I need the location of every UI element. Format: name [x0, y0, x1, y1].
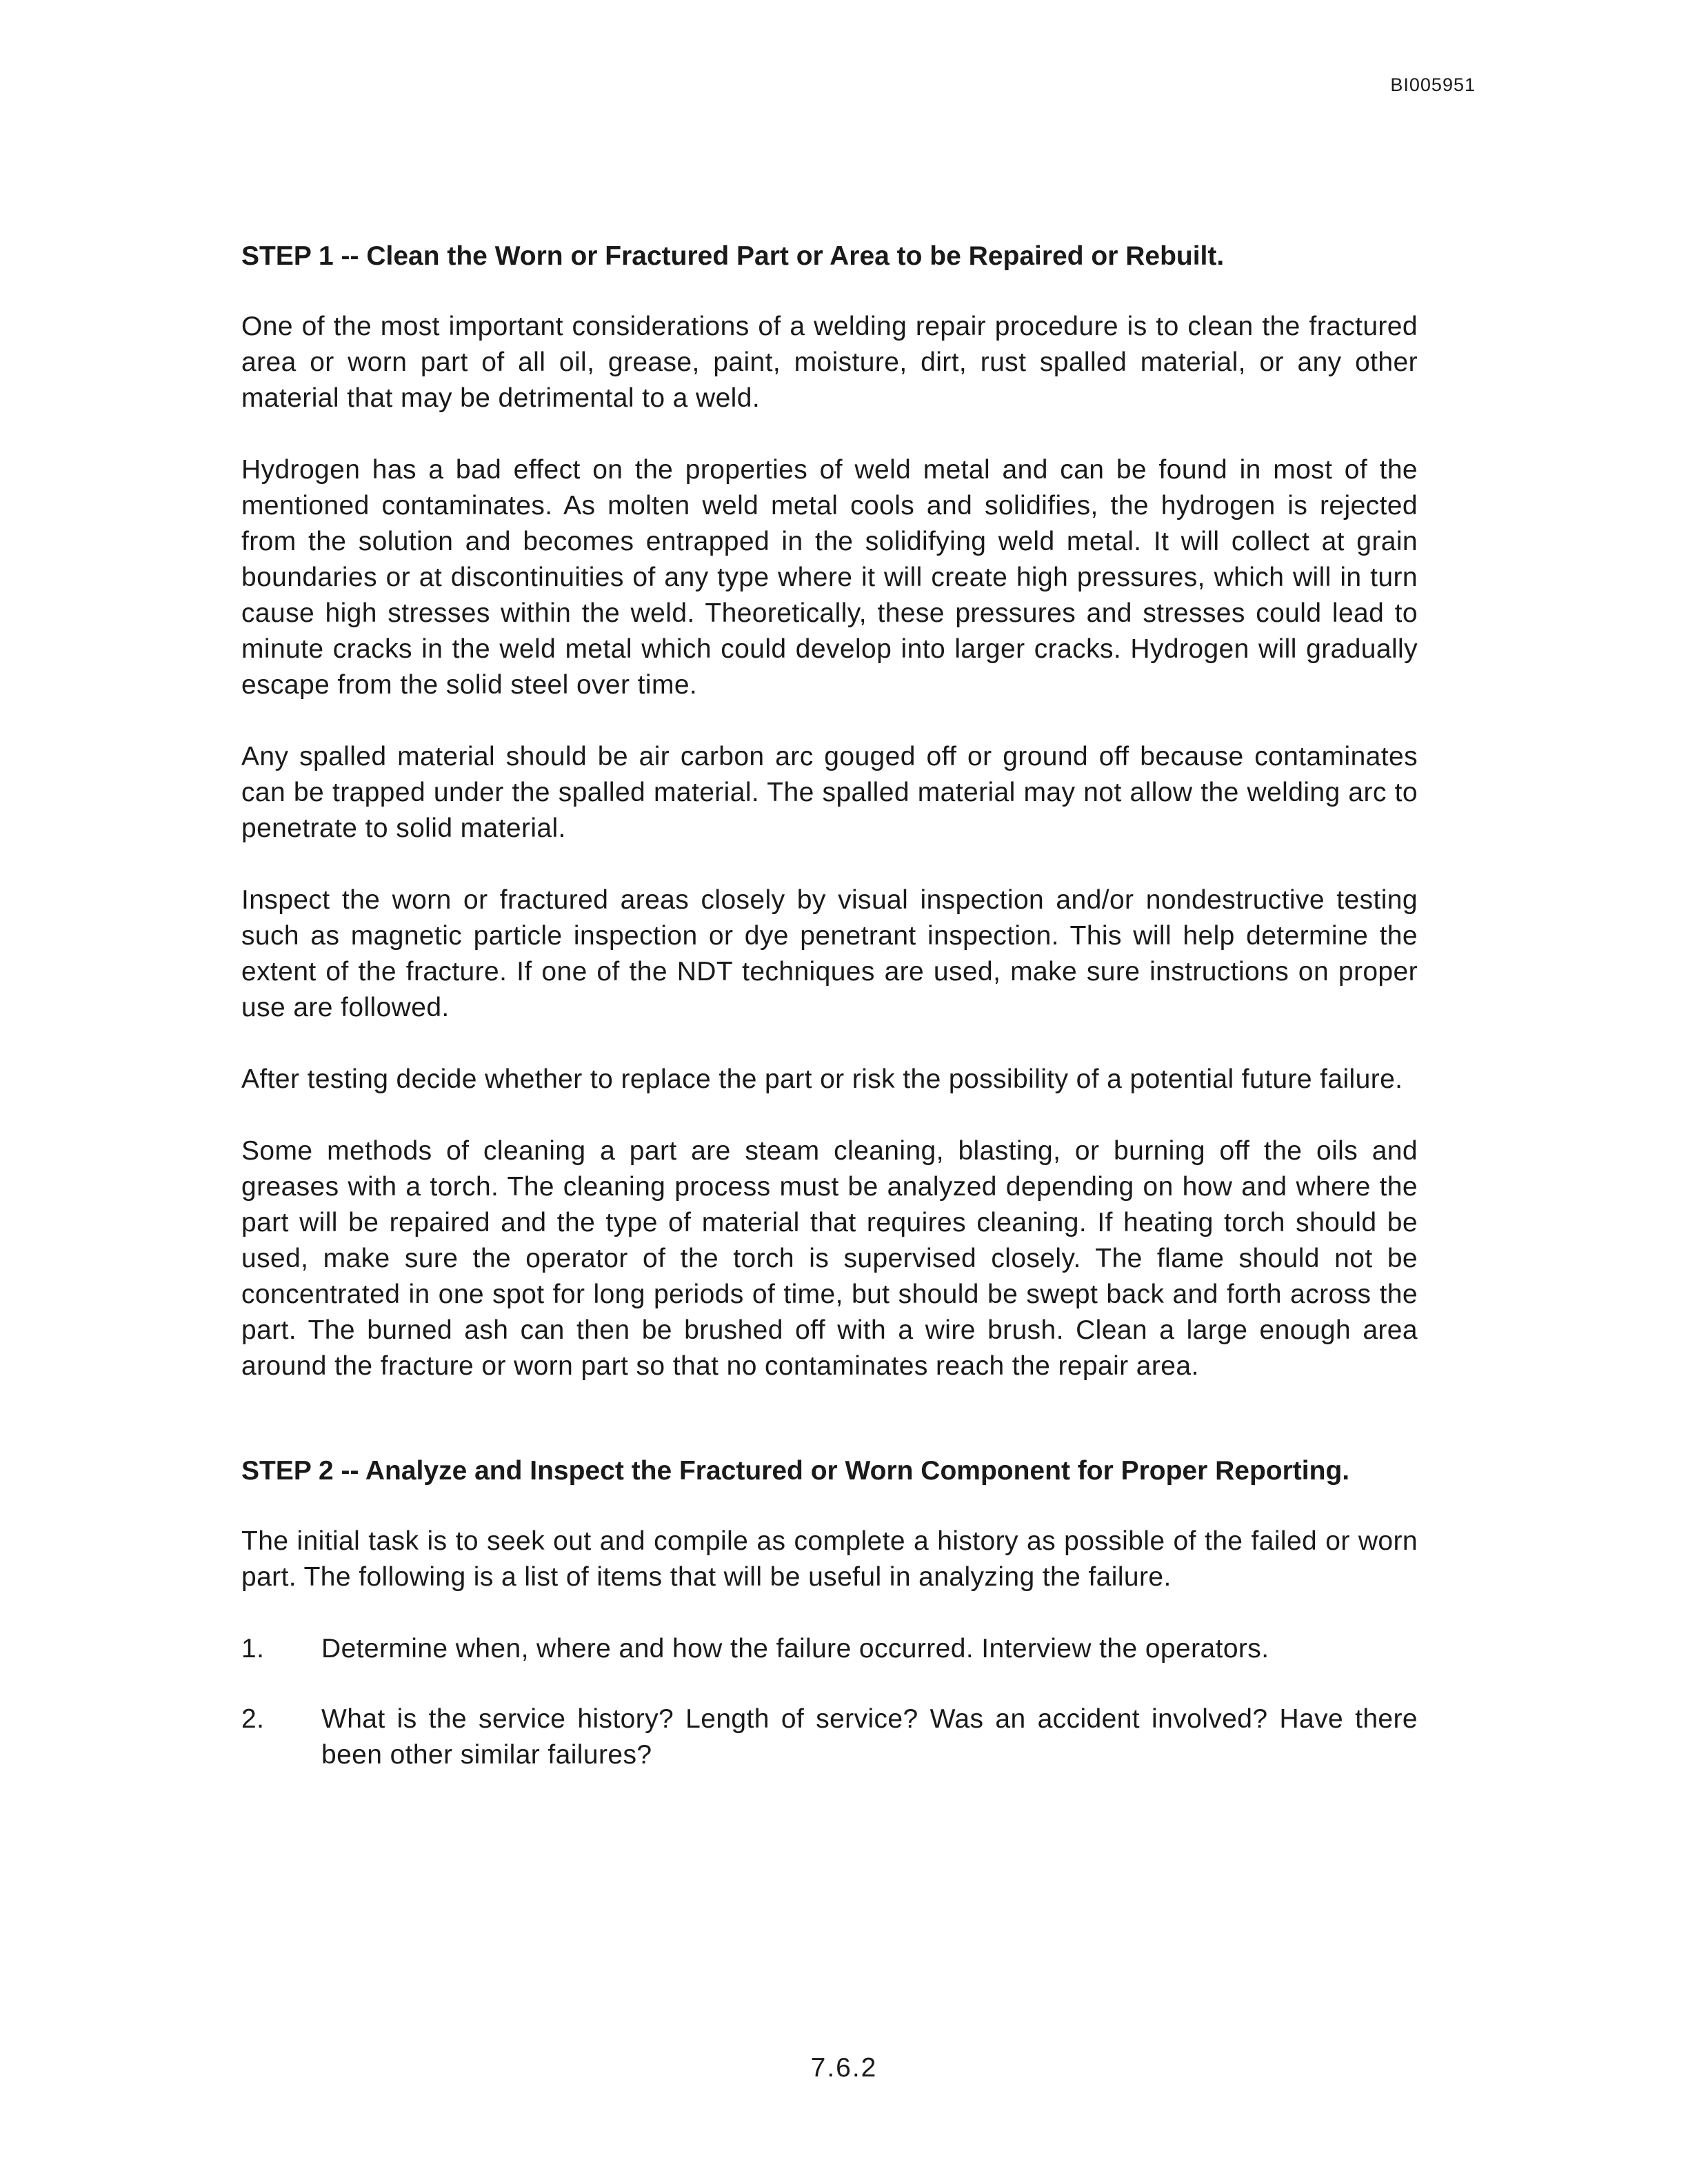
- list-item-text: What is the service history? Length of service? Was an accident involved? Have there been other similar failures?: [321, 1704, 1418, 1770]
- step-2-intro: The initial task is to seek out and compile as complete a history as possible of the failed or worn part. The following is a list of items that will be useful in analyzing the failure.: [241, 1526, 1418, 1592]
- list-item: [241, 1631, 1418, 1667]
- list-item: [241, 1701, 1418, 1773]
- list-item-text: Determine when, where and how the failure occurred. Interview the operators.: [321, 1634, 1269, 1664]
- list-item-number: 2.: [241, 1704, 265, 1734]
- document-id: BI005951: [1390, 74, 1476, 95]
- step-1-paragraph-1: One of the most important considerations of a welding repair procedure is to clean the fractured area or worn part of all oil, grease, paint, moisture, dirt, rust spalled material, or any other material that may be detrimental to a weld.: [241, 312, 1418, 413]
- step-1-section: [241, 239, 1418, 1384]
- step-1-paragraph-5: After testing decide whether to replace the part or risk the possibility of a potential future failure.: [241, 1064, 1403, 1094]
- step-1-paragraph-3: Any spalled material should be air carbon arc gouged off or ground off because contaminates can be trapped under the spalled material. The spalled material may not allow the welding arc to penetrate to solid material.: [241, 742, 1418, 843]
- step-1-paragraph-6: Some methods of cleaning a part are steam cleaning, blasting, or burning off the oils and greases with a torch. The cleaning process must be analyzed depending on how and where the part will be repaired and the type of material that requires cleaning. If heating torch should be used, make sure the operator of the torch is supervised closely. The flame should not be concentrated in one spot for long periods of time, but should be swept back and forth across the part. The burned ash can then be brushed off with a wire brush. Clean a large enough area around the fracture or worn part so that no contaminates reach the repair area.: [241, 1136, 1418, 1381]
- step-2-section: [241, 1453, 1418, 1773]
- step-2-heading: STEP 2 -- Analyze and Inspect the Fractured or Worn Component for Proper Reporting.: [241, 1456, 1350, 1486]
- page-content: [241, 239, 1418, 1808]
- page-number: 7.6.2: [810, 2053, 878, 2083]
- list-item-number: 1.: [241, 1634, 265, 1664]
- step-1-paragraph-4: Inspect the worn or fractured areas closely by visual inspection and/or nondestructive testing such as magnetic particle inspection or dye penetrant inspection. This will help determine the extent of the fracture. If one of the NDT techniques are used, make sure instructions on proper use are followed.: [241, 885, 1418, 1022]
- step-1-heading: STEP 1 -- Clean the Worn or Fractured Part or Area to be Repaired or Rebuilt.: [241, 241, 1225, 271]
- step-1-paragraph-2: Hydrogen has a bad effect on the properties of weld metal and can be found in most of the mentioned contaminates. As molten weld metal cools and solidifies, the hydrogen is rejected from the solution and becomes entrapped in the solidifying weld metal. It will collect at grain boundaries or at discontinuities of any type where it will create high pressures, which will in turn cause high stresses within the weld. Theoretically, these pressures and stresses could lead to minute cracks in the weld metal which could develop into larger cracks. Hydrogen will gradually escape from the solid steel over time.: [241, 455, 1418, 700]
